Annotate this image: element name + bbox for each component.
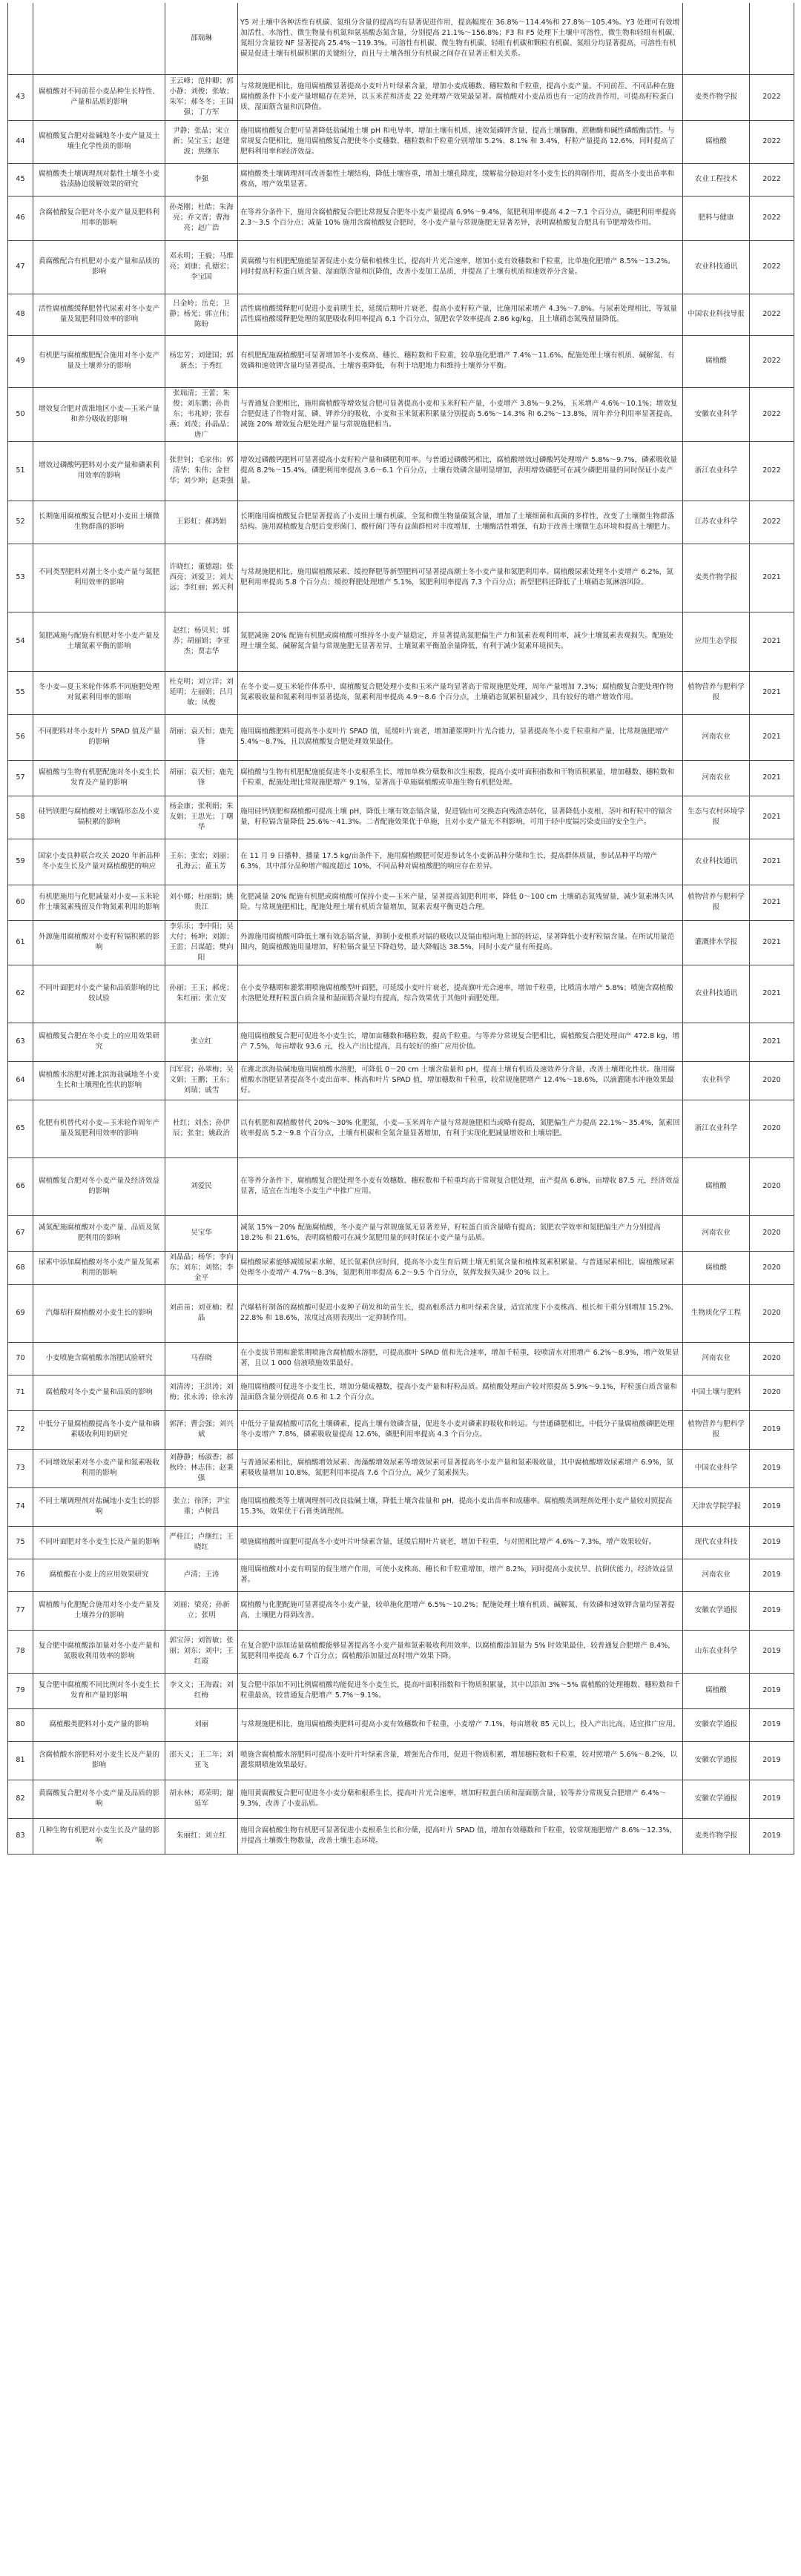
paper-title: 减氮配施腐植酸对小麦产量、品质及氮肥利用的影响 <box>33 1215 165 1251</box>
journal: 应用生态学报 <box>683 612 750 671</box>
table-row <box>8 1526 794 1559</box>
result-summary: 在 11 月 9 日播种、播量 17.5 kg/亩条件下，施用腐植酸肥可促进参试冬小麦新品种分蘖和生长，提高群体质量，参试品种平均增产 6.3%，其中部分品种增产幅度超过 10%，不同品种对腐植酸肥的响应存在差异。 <box>238 839 683 885</box>
result-summary: 施用腐植酸对小麦有明显的促生增产作用，可使小麦株高、穗长和千粒重增加，增产 8.2%，同时提高小麦抗旱、抗倒伏能力，经济效益显著。 <box>238 1559 683 1591</box>
row-number: 47 <box>8 240 33 294</box>
result-summary: 施用腐植酸类等土壤调理剂可改良盐碱土壤，降低土壤含盐量和 pH，提高小麦出苗率和成穗率。腐植酸类调理剂处理小麦产量较对照提高 15.3%，效果优于石膏类调理剂。 <box>238 1487 683 1526</box>
table-row <box>8 1410 794 1449</box>
year: 2021 <box>750 796 794 839</box>
paper-title: 腐植酸对不同前茬小麦品种生长特性、产量和品质的影响 <box>33 74 165 120</box>
row-number: 53 <box>8 544 33 612</box>
paper-title <box>33 3 165 74</box>
year: 2019 <box>750 1487 794 1526</box>
authors: 朱丽红；刘立红 <box>165 1818 238 1854</box>
paper-title: 复合肥中腐植酸不同比例对冬小麦生长发育和产量的影响 <box>33 1673 165 1708</box>
year: 2022 <box>750 335 794 387</box>
authors: 严桂江；卢继红；王晓红 <box>165 1526 238 1559</box>
journal: 麦类作物学报 <box>683 74 750 120</box>
journal: 中国土壤与肥料 <box>683 1375 750 1410</box>
paper-title: 含腐植酸水溶肥料对小麦生长及产量的影响 <box>33 1741 165 1780</box>
paper-title: 腐植酸类土壤调理剂对黏性土壤冬小麦盐渍胁迫缓解效果的研究 <box>33 163 165 196</box>
table-row <box>8 240 794 294</box>
row-number: 70 <box>8 1342 33 1375</box>
paper-title: 活性腐植酸缓释肥替代尿素对冬小麦产量及氮肥利用效率的影响 <box>33 294 165 335</box>
year: 2021 <box>750 839 794 885</box>
result-summary: 施用腐植酸可促进冬小麦生长，增加分蘖成穗数，提高小麦产量和籽粒品质。腐植酸处理亩产较对照提高 5.9%～9.1%，籽粒蛋白质含量和湿面筋含量分别提高 0.6 和 1.2 个百分点。 <box>238 1375 683 1410</box>
result-summary: 外源施用腐植酸可降低土壤有效态镉含量，抑制小麦根系对镉的吸收以及镉由根向地上部的转运，显著降低小麦籽粒镉含量。在所试用量范围内，随腐植酸施用量增加，籽粒镉含量呈下降趋势，最大降幅达 38.5%，同时小麦产量有所提高。 <box>238 920 683 965</box>
journal: 中国农业科技导报 <box>683 294 750 335</box>
table-row <box>8 1061 794 1100</box>
result-summary: 施用含腐植酸生物有机肥可显著促进小麦根系生长和分蘖，提高叶片 SPAD 值，增加有效穗数和千粒重，较常规施肥增产 8.6%～12.3%，并提高土壤微生物数量，改善土壤生态环境。 <box>238 1818 683 1854</box>
paper-title: 腐植酸水溶肥对潍北滨海盐碱地冬小麦生长和土壤理化性状的影响 <box>33 1061 165 1100</box>
year: 2021 <box>750 544 794 612</box>
authors: 郭泽；曹会强；刘兴斌 <box>165 1410 238 1449</box>
authors: 刘静静；杨淑香；郝秋玲；林志伟；赵秉强 <box>165 1449 238 1487</box>
paper-title: 含腐植酸复合肥对冬小麦产量及肥料利用率的影响 <box>33 196 165 240</box>
result-summary: 在等养分条件下，施用含腐植酸复合肥比常规复合肥冬小麦产量提高 6.9%～9.4%，氮肥利用率提高 4.2～7.1 个百分点，磷肥利用率提高 2.3～3.5 个百分点；减量 10% 施用含腐植酸复合肥时，冬小麦产量与常规施肥无显著差异，表明腐植酸复合肥具有节肥增效作用。 <box>238 196 683 240</box>
table-row <box>8 196 794 240</box>
result-summary: 在小麦孕穗期和灌浆期喷施腐植酸型叶面肥，可延缓小麦叶片衰老，提高旗叶光合速率，增加千粒重，比喷清水增产 5.8%；喷施含腐植酸水溶肥处理籽粒蛋白质含量和湿面筋含量均有提高，综合效果优于其他叶面肥处理。 <box>238 965 683 1023</box>
row-number: 72 <box>8 1410 33 1449</box>
paper-title: 腐植酸复合肥在冬小麦上的应用效果研究 <box>33 1023 165 1061</box>
result-summary: 施用硅钙镁肥和腐植酸可提高土壤 pH，降低土壤有效态镉含量，促进镉由可交换态向残渣态转化，显著降低小麦根、茎叶和籽粒中的镉含量，籽粒镉含量降低 25.6%～41.3%。二者配施效果优于单施，且对小麦产量无不利影响，可用于轻中度镉污染麦田的安全生产。 <box>238 796 683 839</box>
table-row <box>8 335 794 387</box>
row-number: 76 <box>8 1559 33 1591</box>
table-row <box>8 501 794 544</box>
result-summary: 在小麦拔节期和灌浆期喷施含腐植酸水溶肥，可提高旗叶 SPAD 值和光合速率，增加千粒重，较喷清水对照增产 6.2%～8.9%，增产效果显著，且以 1 000 倍液喷施效果最好。 <box>238 1342 683 1375</box>
row-number: 66 <box>8 1157 33 1215</box>
row-number: 48 <box>8 294 33 335</box>
year: 2020 <box>750 1215 794 1251</box>
row-number: 54 <box>8 612 33 671</box>
journal: 麦类作物学报 <box>683 1818 750 1854</box>
table-row <box>8 1449 794 1487</box>
paper-title: 外源施用腐植酸对小麦籽粒镉积累的影响 <box>33 920 165 965</box>
year: 2022 <box>750 294 794 335</box>
row-number: 68 <box>8 1251 33 1284</box>
table-row <box>8 3 794 74</box>
year: 2019 <box>750 1410 794 1449</box>
journal: 中国农业科学 <box>683 1449 750 1487</box>
row-number: 55 <box>8 671 33 714</box>
table-row <box>8 839 794 885</box>
journal: 肥料与健康 <box>683 196 750 240</box>
year: 2022 <box>750 120 794 163</box>
row-number: 80 <box>8 1708 33 1741</box>
result-summary: 黄腐酸与有机肥配施能显著促进小麦分蘖和植株生长，提高叶片光合速率，增加小麦有效穗数和千粒重，比单施化肥增产 8.5%～13.2%。同时提高籽粒蛋白质含量、湿面筋含量和沉降值，改善小麦加工品质，并提高了土壤有机质和速效养分含量。 <box>238 240 683 294</box>
row-number: 62 <box>8 965 33 1023</box>
authors: 邵瑞琳 <box>165 3 238 74</box>
authors: 孙丽；王玉；郝虎；朱红丽；张立安 <box>165 965 238 1023</box>
journal: 麦类作物学报 <box>683 544 750 612</box>
authors: 张立；徐泽；尹宝重；卢树昌 <box>165 1487 238 1526</box>
row-number: 75 <box>8 1526 33 1559</box>
paper-title: 复合肥中腐植酸添加量对冬小麦产量和氮吸收利用效率的影响 <box>33 1630 165 1673</box>
journal: 腐植酸 <box>683 1673 750 1708</box>
year: 2019 <box>750 1818 794 1854</box>
journal: 河南农业 <box>683 1559 750 1591</box>
result-summary: 有机肥配施腐植酸肥可显著增加冬小麦株高、穗长、穗粒数和千粒重，较单施化肥增产 7.4%～11.6%。配施处理土壤有机质、碱解氮、有效磷和速效钾含量均显著提高，土壤容重降低，有利于培肥地力和维持土壤养分平衡。 <box>238 335 683 387</box>
paper-title: 化肥有机替代对小麦—玉米轮作周年产量及氮肥利用效率的影响 <box>33 1100 165 1157</box>
table-row <box>8 1559 794 1591</box>
authors: 郭宝萍；刘智敏；张丽；刘东；刘中；王红霞 <box>165 1630 238 1673</box>
paper-title: 硅钙镁肥与腐植酸对土壤镉形态及小麦镉积累的影响 <box>33 796 165 839</box>
paper-title: 增效过磷酸钙肥料对小麦产量和磷素利用效率的影响 <box>33 441 165 501</box>
table-row <box>8 1591 794 1630</box>
authors: 胡丽；袁天恒；鹿先锋 <box>165 760 238 796</box>
table-row <box>8 1284 794 1342</box>
journal: 生物质化学工程 <box>683 1284 750 1342</box>
year <box>750 3 794 74</box>
row-number: 43 <box>8 74 33 120</box>
authors: 胡永林；邓荣明；谢延军 <box>165 1780 238 1818</box>
table-row <box>8 1375 794 1410</box>
result-summary: 长期施用腐植酸复合肥显著提高了小麦田土壤有机碳、全氮和微生物量碳氮含量，增加了土壤细菌和真菌的多样性，改变了土壤微生物群落结构。施用腐植酸复合肥后变形菌门、酸杆菌门等有益菌群相对丰度增加，土壤酶活性增强，有助于改善土壤微生态环境和提高土壤肥力。 <box>238 501 683 544</box>
row-number: 73 <box>8 1449 33 1487</box>
result-summary: 与普通尿素相比，腐植酸增效尿素、海藻酸增效尿素等增效尿素可显著提高冬小麦产量和氮素吸收量，其中腐植酸增效尿素增产 6.9%，氮素吸收量增加 10.8%，氮肥利用率提高 7.6 个百分点，减少了氮素损失。 <box>238 1449 683 1487</box>
result-summary: 腐植酸与生物有机肥配施能促进冬小麦根系生长，增加单株分蘖数和次生根数，提高小麦叶面积指数和干物质积累量，增加穗数、穗粒数和千粒重，配施处理比常规施肥增产 9.1%，显著高于单施腐植酸或单施生物有机肥处理。 <box>238 760 683 796</box>
result-summary: 施用腐植酸复合肥可显著降低盐碱地土壤 pH 和电导率，增加土壤有机质、速效氮磷钾含量，提高土壤脲酶、蔗糖酶和碱性磷酸酶活性。与常规复合肥相比，施用腐植酸复合肥使冬小麦穗数、穗粒数和千粒重分别增加 5.2%、8.1% 和 3.4%，籽粒产量提高 12.6%，同时提高了肥料利用率和经济效益。 <box>238 120 683 163</box>
row-number <box>8 3 33 74</box>
paper-title: 腐植酸与化肥配合施用对冬小麦产量及土壤养分的影响 <box>33 1591 165 1630</box>
paper-title: 腐植酸复合肥对冬小麦产量及经济效益的影响 <box>33 1157 165 1215</box>
row-number: 65 <box>8 1100 33 1157</box>
table-row <box>8 120 794 163</box>
paper-title: 不同叶面肥对冬小麦生长及产量的影响 <box>33 1526 165 1559</box>
authors: 卢清；王涛 <box>165 1559 238 1591</box>
journal: 河南农业 <box>683 1215 750 1251</box>
year: 2019 <box>750 1559 794 1591</box>
row-number: 77 <box>8 1591 33 1630</box>
result-summary: 与常规施肥相比，施用腐植酸尿素、缓控释肥等新型肥料可显著提高潮土冬小麦产量和氮肥利用率。腐植酸尿素处理冬小麦增产 6.2%，氮肥利用率提高 5.8 个百分点；缓控释肥处理增产 5.1%，氮肥利用率提高 7.3 个百分点；新型肥料还降低了土壤硝态氮淋溶风险。 <box>238 544 683 612</box>
year: 2022 <box>750 501 794 544</box>
year: 2022 <box>750 441 794 501</box>
paper-title: 氮肥减施与配施有机肥对冬小麦产量及土壤氮素平衡的影响 <box>33 612 165 671</box>
row-number: 45 <box>8 163 33 196</box>
row-number: 58 <box>8 796 33 839</box>
table-row <box>8 1023 794 1061</box>
year: 2019 <box>750 1526 794 1559</box>
year: 2022 <box>750 74 794 120</box>
year: 2021 <box>750 671 794 714</box>
authors: 杨忠芳；刘建国；郭新杰；于秀红 <box>165 335 238 387</box>
row-number: 44 <box>8 120 33 163</box>
journal: 河南农业 <box>683 1342 750 1375</box>
paper-title: 几种生物有机肥对小麦生长及产量的影响 <box>33 1818 165 1854</box>
authors: 刘丽；梁亮；孙新立；张明 <box>165 1591 238 1630</box>
journal: 植物营养与肥料学报 <box>683 885 750 920</box>
row-number: 79 <box>8 1673 33 1708</box>
table-row <box>8 1215 794 1251</box>
row-number: 50 <box>8 387 33 441</box>
year: 2022 <box>750 196 794 240</box>
table-row <box>8 885 794 920</box>
result-summary: 汽爆秸秆制备的腐植酸可促进小麦种子萌发和幼苗生长，提高根系活力和叶绿素含量，适宜浓度下小麦株高、根长和干重分别增加 15.2%、22.8% 和 18.6%，浓度过高则表现出一定抑制作用。 <box>238 1284 683 1342</box>
paper-title: 增效复合肥对黄淮地区小麦—玉米产量和养分吸收的影响 <box>33 387 165 441</box>
year: 2022 <box>750 163 794 196</box>
authors: 刘小娜；杜丽娟；姚贵江 <box>165 885 238 920</box>
table-row <box>8 387 794 441</box>
year: 2021 <box>750 920 794 965</box>
result-summary: Y5 对土壤中各种活性有机碳、氮组分含量的提高均有显著促进作用，提高幅度在 36.8%～114.4%和 27.8%～105.4%。Y3 处理可有效增加活性、水溶性、微生物量有机氮和氨基酸态氮含量，分别提高 21.1%～156.8%；F3 和 F5 处理下土壤中可溶性、微生物和轻组有机碳、氮组分含量较 NF 显著提高 25.4%～119.3%。可溶性有机碳、微生物有机碳、轻组有机碳和颗粒有机碳、氮组分均显著提高，可溶性有机碳是促进土壤有机碳积累的关键组分，而且与土壤各组分有机碳之间存在显著正相关关系。 <box>238 3 683 74</box>
journal: 江苏农业科学 <box>683 501 750 544</box>
result-summary: 在复合肥中添加适量腐植酸能够显著提高冬小麦产量和氮素吸收利用效率，以腐植酸添加量为 5% 时效果最佳，较普通复合肥增产 8.4%，氮肥利用率提高 6.7 个百分点；腐植酸添加量过高时增产效果下降。 <box>238 1630 683 1673</box>
authors: 刘晶晶；杨华；李向东；刘东；刘铭；李金平 <box>165 1251 238 1284</box>
journal: 河南农业 <box>683 760 750 796</box>
table-row <box>8 1818 794 1854</box>
result-summary: 减氮 15%～20% 配施腐植酸，冬小麦产量与常规施氮无显著差异，籽粒蛋白质含量略有提高；氮肥农学效率和氮肥偏生产力分别提高 18.2% 和 21.6%，表明腐植酸可在减少氮肥用量的同时保证小麦产量与品质。 <box>238 1215 683 1251</box>
year: 2021 <box>750 760 794 796</box>
year: 2020 <box>750 1157 794 1215</box>
table-row <box>8 1251 794 1284</box>
table-row <box>8 163 794 196</box>
table-row <box>8 294 794 335</box>
row-number: 64 <box>8 1061 33 1100</box>
result-summary: 施用腐植酸肥料可提高冬小麦叶片 SPAD 值，延缓叶片衰老，增加灌浆期叶片光合能力，显著提高冬小麦千粒重和产量，比常规施肥增产 5.4%～8.7%，且以腐植酸复合肥处理效果最佳。 <box>238 714 683 760</box>
year: 2020 <box>750 1284 794 1342</box>
paper-title: 不同增效尿素对冬小麦产量和氮素吸收利用的影响 <box>33 1449 165 1487</box>
table-row <box>8 1673 794 1708</box>
authors: 李文文；王海霞；刘红梅 <box>165 1673 238 1708</box>
row-number: 60 <box>8 885 33 920</box>
journal: 腐植酸 <box>683 1251 750 1284</box>
row-number: 52 <box>8 501 33 544</box>
paper-title: 黄腐酸复合肥对冬小麦产量及品质的影响 <box>33 1780 165 1818</box>
result-summary: 喷施含腐植酸水溶肥料可提高小麦叶片叶绿素含量，增强光合作用，促进干物质积累，增加穗粒数和千粒重，较对照增产 5.6%～8.2%，以灌浆期喷施效果最好。 <box>238 1741 683 1780</box>
table-row <box>8 796 794 839</box>
paper-title: 有机肥施用与化肥减量对小麦—玉米轮作土壤氮素残留及作物氮素利用的影响 <box>33 885 165 920</box>
authors: 杨金康；张利娟；朱友娟；王思光；丁曙华 <box>165 796 238 839</box>
year: 2019 <box>750 1630 794 1673</box>
authors: 杜克明；刘立洋；刘延明；左丽娟；吕月敏；凤俊 <box>165 671 238 714</box>
literature-table <box>7 3 794 1855</box>
journal: 农业工程技术 <box>683 163 750 196</box>
paper-title: 不同土壤调理剂对盐碱地小麦生长的影响 <box>33 1487 165 1526</box>
table-row <box>8 612 794 671</box>
row-number: 71 <box>8 1375 33 1410</box>
year: 2019 <box>750 1708 794 1741</box>
row-number: 57 <box>8 760 33 796</box>
year: 2021 <box>750 1023 794 1061</box>
table-row <box>8 920 794 965</box>
journal: 植物营养与肥料学报 <box>683 671 750 714</box>
authors: 邵天义；王二年；刘亚飞 <box>165 1741 238 1780</box>
authors: 吕金岭；岳克；卫静；杨光；郭立伟；陈盼 <box>165 294 238 335</box>
authors: 张立红 <box>165 1023 238 1061</box>
authors: 刘苗苗；刘亚楠；程晶 <box>165 1284 238 1342</box>
journal: 安徽农学通报 <box>683 1780 750 1818</box>
journal: 灌溉排水学报 <box>683 920 750 965</box>
document-page <box>7 0 794 1855</box>
result-summary: 腐植酸类土壤调理剂可改善黏性土壤结构，降低土壤容重，增加土壤孔隙度，缓解盐分胁迫对冬小麦生长的抑制作用，提高冬小麦出苗率和株高，增产效果显著。 <box>238 163 683 196</box>
journal: 山东农业科学 <box>683 1630 750 1673</box>
paper-title: 不同叶面肥对小麦产量和品质影响的比较试验 <box>33 965 165 1023</box>
result-summary: 中低分子量腐植酸可活化土壤磷素，提高土壤有效磷含量，促进冬小麦对磷素的吸收和转运。与普通磷肥相比，中低分子量腐植酸磷肥处理冬小麦增产 7.8%，磷素吸收量提高 12.6%，磷肥利用率提高 4.3 个百分点。 <box>238 1410 683 1449</box>
paper-title: 有机肥与腐植酸肥配合施用对冬小麦产量及土壤养分的影响 <box>33 335 165 387</box>
authors: 孙尧刚；杜皓；朱海亮；乔文晋；曹海亮；赵广浩 <box>165 196 238 240</box>
row-number: 78 <box>8 1630 33 1673</box>
authors: 王彩虹；郝鸿娟 <box>165 501 238 544</box>
paper-title: 腐植酸类肥料对小麦产量的影响 <box>33 1708 165 1741</box>
result-summary: 与普通复合肥相比，施用腐植酸等增效复合肥可显著提高小麦和玉米籽粒产量，小麦增产 3.8%～9.2%，玉米增产 4.6%～10.1%；增效复合肥促进了作物对氮、磷、钾养分的吸收，小麦和玉米氮素积累量分别提高 5.6%～14.3% 和 6.2%～13.8%，周年养分利用率显著提高，减施 20% 增效复合肥处理产量与常规施肥相当。 <box>238 387 683 441</box>
paper-title: 长期施用腐植酸复合肥对小麦田土壤微生物群落的影响 <box>33 501 165 544</box>
paper-title: 黄腐酸配合有机肥对小麦产量和品质的影响 <box>33 240 165 294</box>
result-summary: 复合肥中添加不同比例腐植酸均能促进冬小麦生长，提高叶面积指数和干物质积累量，其中以添加 3%～5% 腐植酸的处理穗数、穗粒数和千粒重最高，较普通复合肥增产 5.7%～9.1%。 <box>238 1673 683 1708</box>
paper-title: 腐植酸复合肥对盐碱地冬小麦产量及土壤生化学性质的影响 <box>33 120 165 163</box>
row-number: 63 <box>8 1023 33 1061</box>
row-number: 59 <box>8 839 33 885</box>
authors: 许晓红；董德超；张西亮；刘爱卫；刘大远；李红丽；郭天利 <box>165 544 238 612</box>
result-summary: 活性腐植酸缓释肥可促进小麦前期生长，延缓后期叶片衰老，提高小麦籽粒产量，比施用尿素增产 4.3%～7.8%。与尿素处理相比，等氮量活性腐植酸缓释肥处理的氮肥吸收利用率提高 6.1 个百分点，氮肥农学效率提高 2.86 kg/kg，且土壤硝态氮残留量降低。 <box>238 294 683 335</box>
result-summary: 喷施腐植酸叶面肥可提高冬小麦叶片叶绿素含量，延缓后期叶片衰老，增加千粒重，与对照相比增产 4.6%～7.3%，增产效果较好。 <box>238 1526 683 1559</box>
journal: 腐植酸 <box>683 120 750 163</box>
year: 2020 <box>750 1100 794 1157</box>
year: 2019 <box>750 1780 794 1818</box>
authors: 吴宝华 <box>165 1215 238 1251</box>
authors: 王东；张宏；刘丽；孔海云；董玉芳 <box>165 839 238 885</box>
authors: 刘清涛；王洪涛；刘梅；张永涛；徐永涛 <box>165 1375 238 1410</box>
paper-title: 小麦喷施含腐植酸水溶肥试验研究 <box>33 1342 165 1375</box>
authors: 刘丽 <box>165 1708 238 1741</box>
paper-title: 尿素中添加腐植酸对冬小麦产量及氮素利用的影响 <box>33 1251 165 1284</box>
table-row <box>8 1630 794 1673</box>
row-number: 61 <box>8 920 33 965</box>
year: 2019 <box>750 1741 794 1780</box>
paper-title: 腐植酸与生物有机肥配施对冬小麦生长发育及产量的影响 <box>33 760 165 796</box>
journal: 腐植酸 <box>683 335 750 387</box>
year: 2019 <box>750 1673 794 1708</box>
journal: 河南农业 <box>683 714 750 760</box>
authors: 闫军营；孙翠梅；吴文娟；王鹏；王东；刘瑞；戚雪 <box>165 1061 238 1100</box>
row-number: 56 <box>8 714 33 760</box>
year: 2021 <box>750 612 794 671</box>
paper-title: 腐植酸在小麦上的应用效果研究 <box>33 1559 165 1591</box>
authors: 王云峰；范仲卿；郭小静；刘俊；张敏；朱军；郝冬冬；王国强；丁方军 <box>165 74 238 120</box>
table-row <box>8 965 794 1023</box>
journal: 安徽农学通报 <box>683 1708 750 1741</box>
authors: 尹静；张晶；宋立新；吴宝玉；赵建波；焦继东 <box>165 120 238 163</box>
row-number: 67 <box>8 1215 33 1251</box>
journal: 腐植酸 <box>683 1157 750 1215</box>
authors: 马春晓 <box>165 1342 238 1375</box>
journal <box>683 3 750 74</box>
authors: 胡丽；袁天恒；鹿先锋 <box>165 714 238 760</box>
year: 2020 <box>750 1375 794 1410</box>
row-number: 51 <box>8 441 33 501</box>
year: 2019 <box>750 1591 794 1630</box>
result-summary: 腐植酸与化肥配施可显著提高冬小麦产量，较单施化肥增产 6.5%～10.2%；配施处理土壤有机质、碱解氮、有效磷和速效钾含量均显著提高，土壤肥力得到改善。 <box>238 1591 683 1630</box>
paper-title: 腐植酸对冬小麦产量和品质的影响 <box>33 1375 165 1410</box>
authors: 杜红；刘杰；孙伊辰；张奎；姚政治 <box>165 1100 238 1157</box>
row-number: 46 <box>8 196 33 240</box>
journal: 农业科技通讯 <box>683 965 750 1023</box>
journal: 农业科技通讯 <box>683 240 750 294</box>
authors: 赵红；杨贝贝；郭苏；胡丽娟；李亚杰；贾志华 <box>165 612 238 671</box>
paper-title: 中低分子量腐植酸提高冬小麦产量和磷素吸收利用的研究 <box>33 1410 165 1449</box>
journal: 天津农学院学报 <box>683 1487 750 1526</box>
result-summary: 施用黄腐酸复合肥可促进冬小麦分蘖和根系生长，提高叶片光合速率，增加籽粒蛋白质和湿面筋含量，较等养分常规复合肥增产 6.4%～9.3%，改善了小麦品质。 <box>238 1780 683 1818</box>
year: 2021 <box>750 714 794 760</box>
result-summary: 增效过磷酸钙肥料可显著提高小麦籽粒产量和磷肥利用率。与普通过磷酸钙相比，腐植酸增效过磷酸钙处理增产 5.8%～9.7%，磷素吸收量提高 8.2%～15.4%，磷肥利用率提高 3.6～6.1 个百分点，土壤有效磷含量明显增加，表明增效磷肥可在减少磷肥用量的同时保证小麦产量。 <box>238 441 683 501</box>
table-row <box>8 74 794 120</box>
year: 2021 <box>750 885 794 920</box>
journal: 浙江农业科学 <box>683 441 750 501</box>
result-summary: 氮肥减施 20% 配施有机肥或腐植酸可维持冬小麦产量稳定，并显著提高氮肥偏生产力和氮素表观利用率，减少土壤氮素表观损失。配施处理土壤全氮、碱解氮含量与常规施肥无显著差异，土壤氮素平衡盈余量降低，有利于减少氮素环境损失。 <box>238 612 683 671</box>
journal: 安徽农业科学 <box>683 387 750 441</box>
authors: 张瑞清；王蕾；朱俊；刘东鹏；孙贵东；韦兆婷；张春燕；刘茂；孙晶晶；唐广 <box>165 387 238 441</box>
table-row <box>8 1780 794 1818</box>
paper-title: 冬小麦—夏玉米轮作体系不同施肥处理对氮素利用率的影响 <box>33 671 165 714</box>
table-row <box>8 1157 794 1215</box>
journal: 生态与农村环境学报 <box>683 796 750 839</box>
year: 2019 <box>750 1449 794 1487</box>
row-number: 74 <box>8 1487 33 1526</box>
journal: 植物营养与肥料学报 <box>683 1410 750 1449</box>
journal: 安徽农学通报 <box>683 1741 750 1780</box>
table-row <box>8 1741 794 1780</box>
year: 2020 <box>750 1342 794 1375</box>
paper-title: 不同类型肥料对潮土冬小麦产量与氮肥利用效率的影响 <box>33 544 165 612</box>
table-row <box>8 1708 794 1741</box>
row-number: 83 <box>8 1818 33 1854</box>
year: 2022 <box>750 387 794 441</box>
table-row <box>8 1100 794 1157</box>
result-summary: 以有机肥和腐植酸替代 20%～30% 化肥氮，小麦—玉米周年产量与常规施肥相当或略有提高，氮肥偏生产力提高 22.1%～35.4%，氮素回收率提高 5.2～9.8 个百分点，土壤有机碳和全氮含量显著增加，有利于实现化肥减量增效和土壤培肥。 <box>238 1100 683 1157</box>
paper-title: 汽爆秸秆腐植酸对小麦生长的影响 <box>33 1284 165 1342</box>
table-row <box>8 760 794 796</box>
journal: 安徽农学通报 <box>683 1591 750 1630</box>
authors: 张世钊；毛家伟；郭清华；朱伟；金世华；刘少坤；赵秉强 <box>165 441 238 501</box>
result-summary: 与常规施肥相比，施用腐植酸显著提高小麦叶片叶绿素含量，增加小麦成穗数、穗粒数和千粒重，提高小麦产量。不同前茬、不同品种在施腐植酸条件下小麦产量增幅存在差异，以玉米茬和济麦 22 处理增产效果最显著。腐植酸对小麦品质也有一定的改善作用，可提高籽粒蛋白质、湿面筋含量和沉降值。 <box>238 74 683 120</box>
result-summary: 化肥减量 20% 配施有机肥或腐植酸可保持小麦—玉米产量，显著提高氮肥利用率，降低 0～100 cm 土壤硝态氮残留量，减少氮素淋失风险。与常规施肥相比，配施处理土壤有机质含量增加，氮素表观平衡更趋合理。 <box>238 885 683 920</box>
authors: 刘爱民 <box>165 1157 238 1215</box>
result-summary: 在潍北滨海盐碱地施用腐植酸水溶肥，可降低 0～20 cm 土壤含盐量和 pH，提高土壤有机质及速效养分含量，改善土壤理化性状。施用腐植酸水溶肥显著提高冬小麦出苗率、株高和叶片 SPAD 值，增加穗数和千粒重，较常规施肥增产 12.4%～18.6%，以滴灌随水冲施效果最好。 <box>238 1061 683 1100</box>
year: 2022 <box>750 240 794 294</box>
paper-title: 不同肥料对冬小麦叶片 SPAD 值及产量的影响 <box>33 714 165 760</box>
year: 2020 <box>750 1251 794 1284</box>
table-row <box>8 1487 794 1526</box>
authors: 邓永明；王毅；马维亮；刘康；孔德宏；李宝国 <box>165 240 238 294</box>
row-number: 81 <box>8 1741 33 1780</box>
result-summary: 施用腐植酸复合肥可促进冬小麦生长，增加亩穗数和穗粒数，提高千粒重。与等养分常规复合肥相比，腐植酸复合肥处理亩产 472.8 kg，增产 7.5%，每亩增收 93.6 元，投入产出比提高，具有较好的推广应用价值。 <box>238 1023 683 1061</box>
journal <box>683 1023 750 1061</box>
journal: 农业科技通讯 <box>683 839 750 885</box>
row-number: 82 <box>8 1780 33 1818</box>
journal: 浙江农业科学 <box>683 1100 750 1157</box>
year: 2020 <box>750 1061 794 1100</box>
result-summary: 在冬小麦—夏玉米轮作体系中，腐植酸复合肥处理小麦和玉米产量均显著高于常规施肥处理，周年产量增加 7.3%；腐植酸复合肥处理作物氮素吸收量和氮素利用率显著提高，氮素利用率提高 4.9～8.6 个百分点，土壤硝态氮累积量减少，具有较好的增产增效作用。 <box>238 671 683 714</box>
table-body <box>8 3 794 1854</box>
result-summary: 与常规施肥相比，施用腐植酸类肥料可提高小麦有效穗数和千粒重，小麦增产 7.1%，每亩增收 85 元以上，投入产出比高，适宜推广应用。 <box>238 1708 683 1741</box>
year: 2021 <box>750 965 794 1023</box>
row-number: 49 <box>8 335 33 387</box>
journal: 农业科学 <box>683 1061 750 1100</box>
result-summary: 在等养分条件下，腐植酸复合肥处理冬小麦有效穗数、穗粒数和千粒重均高于常规复合肥处理，亩产提高 6.8%，亩增收 87.5 元，经济效益显著，适宜在当地冬小麦生产中推广应用。 <box>238 1157 683 1215</box>
authors: 李乐乐；李中阳；吴大付；杨坤；刘源；王雷；吕谋超；樊向阳 <box>165 920 238 965</box>
authors: 李强 <box>165 163 238 196</box>
table-row <box>8 544 794 612</box>
paper-title: 国家小麦良种联合攻关 2020 年新品种冬小麦生长及产量对腐植酸肥的响应 <box>33 839 165 885</box>
result-summary: 腐植酸尿素能够减缓尿素水解，延长氮素供应时间，提高冬小麦生育后期土壤无机氮含量和植株氮素积累量。与普通尿素相比，腐植酸尿素处理冬小麦增产 4.7%～8.3%，氮肥利用率提高 6.2～9.5 个百分点，氨挥发损失减少 20% 以上。 <box>238 1251 683 1284</box>
table-row <box>8 714 794 760</box>
row-number: 69 <box>8 1284 33 1342</box>
table-row <box>8 441 794 501</box>
table-row <box>8 1342 794 1375</box>
journal: 现代农业科技 <box>683 1526 750 1559</box>
table-row <box>8 671 794 714</box>
